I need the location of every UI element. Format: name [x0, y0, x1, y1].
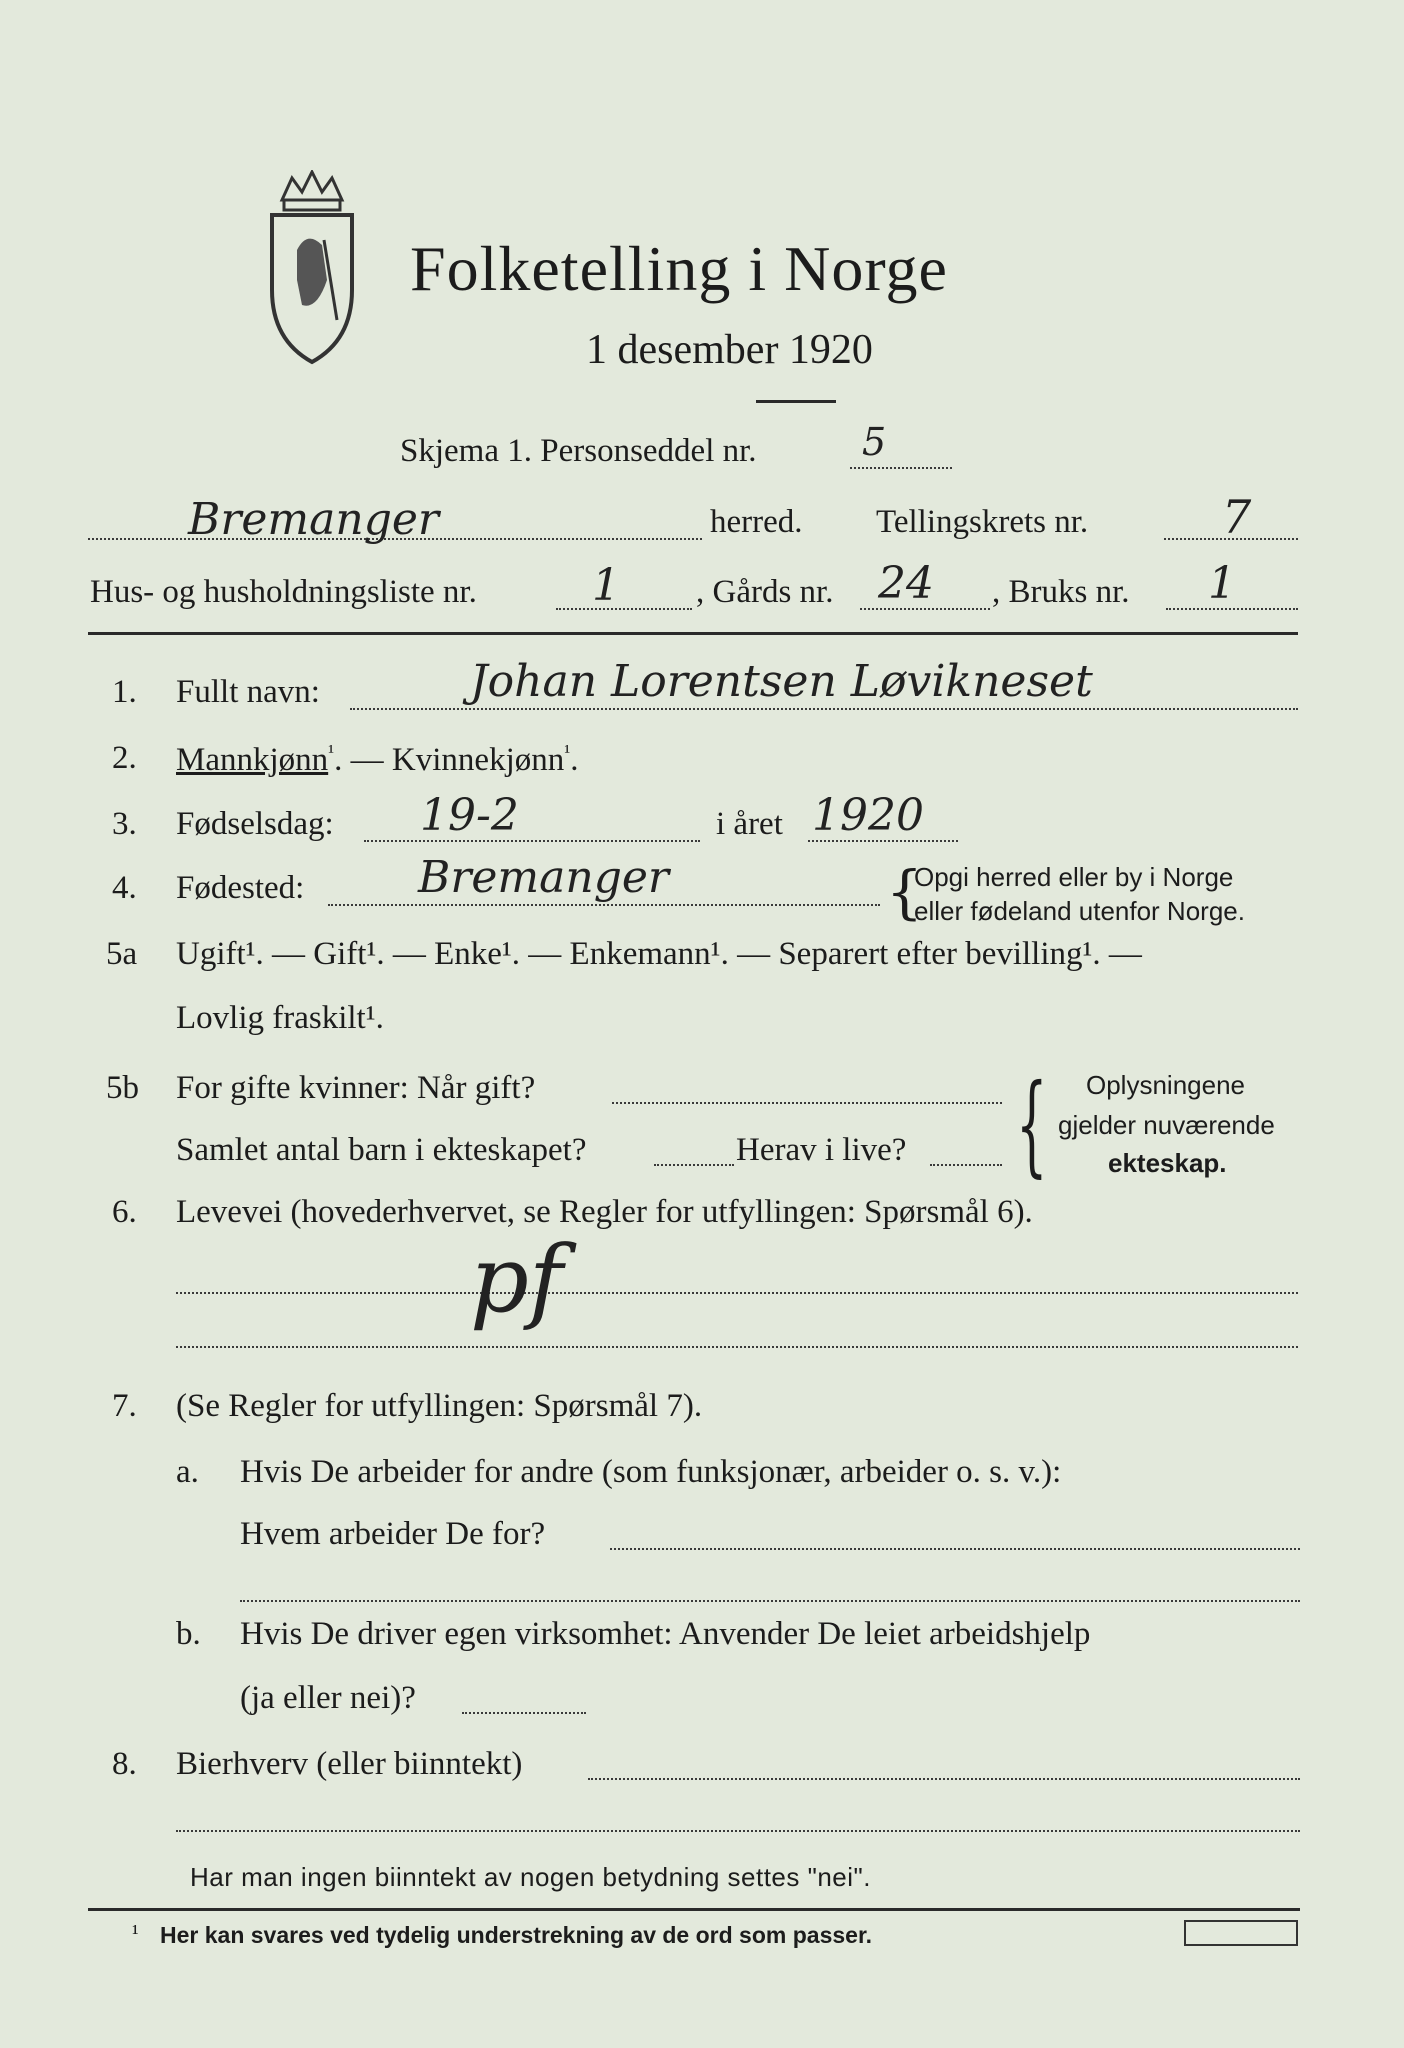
- herred-value[interactable]: Bremanger: [188, 494, 439, 545]
- husholdningsliste-field-line: [556, 608, 692, 610]
- marital-status-divorced[interactable]: Lovlig fraskilt¹.: [176, 1000, 384, 1036]
- children-total-label: Samlet antal barn i ekteskapet?: [176, 1132, 587, 1168]
- birthplace-brace: {: [886, 858, 923, 926]
- birthplace-value[interactable]: Bremanger: [418, 852, 669, 903]
- children-alive-label: Herav i live?: [736, 1132, 907, 1168]
- full-name-label: Fullt navn:: [176, 674, 320, 710]
- q5a-number: 5a: [106, 936, 138, 972]
- q2-number: 2.: [112, 740, 137, 776]
- female-option[interactable]: Kvinnekjønn: [391, 742, 565, 778]
- side-income-field-line-1: [588, 1778, 1300, 1780]
- full-name-field-line: [350, 708, 1298, 710]
- q7a-question: Hvis De arbeider for andre (som funksjonær, arbeider o. s. v.):: [240, 1454, 1062, 1490]
- children-total-field-line: [654, 1164, 734, 1166]
- children-alive-field-line: [930, 1164, 1002, 1166]
- footnote-mark: ¹: [328, 741, 335, 763]
- side-income-field-line-2: [176, 1830, 1300, 1832]
- occupation-field-line-1: [176, 1292, 1298, 1294]
- coat-of-arms-icon: [262, 170, 362, 365]
- birthdate-value[interactable]: 19-2: [420, 790, 519, 841]
- marital-status-options[interactable]: Ugift¹. — Gift¹. — Enke¹. — Enkemann¹. — Separert efter bevilling¹. —: [176, 936, 1142, 972]
- personseddel-field-line: [850, 467, 952, 469]
- birthdate-label: Fødselsdag:: [176, 806, 334, 842]
- bruks-value[interactable]: 1: [1208, 558, 1236, 609]
- tellingskrets-value[interactable]: 7: [1222, 490, 1252, 544]
- gards-label: , Gårds nr.: [696, 574, 834, 610]
- footnote-text: Her kan svares ved tydelig understrekning av de ord som passer.: [160, 1922, 873, 1948]
- male-option[interactable]: Mannkjønn: [176, 742, 329, 778]
- birthdate-field-line: [364, 840, 700, 842]
- employer-field-line-1: [610, 1548, 1300, 1550]
- q7a-letter: a.: [176, 1454, 199, 1490]
- birthplace-note-2: eller fødeland utenfor Norge.: [914, 896, 1245, 926]
- hired-help-label: (ja eller nei)?: [240, 1680, 416, 1716]
- birthplace-field-line: [328, 904, 880, 906]
- occupation-field-line-2: [176, 1346, 1298, 1348]
- q6-number: 6.: [112, 1194, 137, 1230]
- tellingskrets-label: Tellingskrets nr.: [876, 504, 1089, 540]
- gender-separator: . —: [334, 742, 392, 778]
- side-income-note: Har man ingen biinntekt av nogen betydning settes "nei".: [190, 1862, 871, 1892]
- footnote-mark: ¹: [564, 741, 571, 763]
- side-income-label: Bierhverv (eller biinntekt): [176, 1746, 523, 1782]
- husholdningsliste-label: Hus- og husholdningsliste nr.: [90, 574, 477, 610]
- title-divider: [756, 400, 836, 403]
- q1-number: 1.: [112, 674, 137, 710]
- birthyear-label: i året: [716, 806, 783, 842]
- q8-number: 8.: [112, 1746, 137, 1782]
- marriage-note-2: gjelder nuværende: [1058, 1110, 1275, 1140]
- marriage-brace: {: [1016, 1060, 1048, 1188]
- footnote-rule: [88, 1908, 1300, 1911]
- birthplace-label: Fødested:: [176, 870, 305, 906]
- bruks-label: , Bruks nr.: [992, 574, 1130, 610]
- full-name-value[interactable]: Johan Lorentsen Løvikneset: [470, 656, 1093, 707]
- q7b-letter: b.: [176, 1616, 201, 1652]
- birthyear-value[interactable]: 1920: [812, 790, 924, 841]
- q7b-question: Hvis De driver egen virksomhet: Anvender De leiet arbeidshjelp: [240, 1616, 1091, 1652]
- q4-number: 4.: [112, 870, 137, 906]
- footnote-mark: ¹: [132, 1920, 139, 1945]
- employer-label: Hvem arbeider De for?: [240, 1516, 546, 1552]
- gards-value[interactable]: 24: [878, 558, 934, 609]
- bleed-through-text: [530, 112, 537, 142]
- employer-field-line-2: [240, 1600, 1300, 1602]
- married-when-label: For gifte kvinner: Når gift?: [176, 1070, 536, 1106]
- marriage-note-3: ekteskap.: [1108, 1148, 1227, 1178]
- gender-end: .: [570, 742, 579, 778]
- q5b-number: 5b: [106, 1070, 139, 1106]
- schema-label: Skjema 1. Personseddel nr.: [400, 433, 757, 469]
- hired-help-field-line: [462, 1712, 586, 1714]
- personseddel-value[interactable]: 5: [862, 420, 887, 464]
- herred-label: herred.: [710, 504, 803, 540]
- q7-label: (Se Regler for utfyllingen: Spørsmål 7).: [176, 1388, 703, 1424]
- q3-number: 3.: [112, 806, 137, 842]
- husholdningsliste-value[interactable]: 1: [592, 560, 620, 611]
- gender-line: [176, 742, 579, 777]
- marriage-note-1: Oplysningene: [1086, 1070, 1245, 1100]
- form-date: 1 desember 1920: [586, 327, 873, 373]
- occupation-label: Levevei (hovederhvervet, se Regler for utfyllingen: Spørsmål 6).: [176, 1194, 1033, 1230]
- birthplace-note-1: Opgi herred eller by i Norge: [914, 862, 1234, 892]
- q7-number: 7.: [112, 1388, 137, 1424]
- form-title: Folketelling i Norge: [410, 233, 948, 304]
- married-when-field-line: [612, 1102, 1002, 1104]
- occupation-value[interactable]: pf: [470, 1226, 563, 1333]
- header-rule: [88, 632, 1298, 635]
- printer-stamp-icon: [1184, 1920, 1298, 1946]
